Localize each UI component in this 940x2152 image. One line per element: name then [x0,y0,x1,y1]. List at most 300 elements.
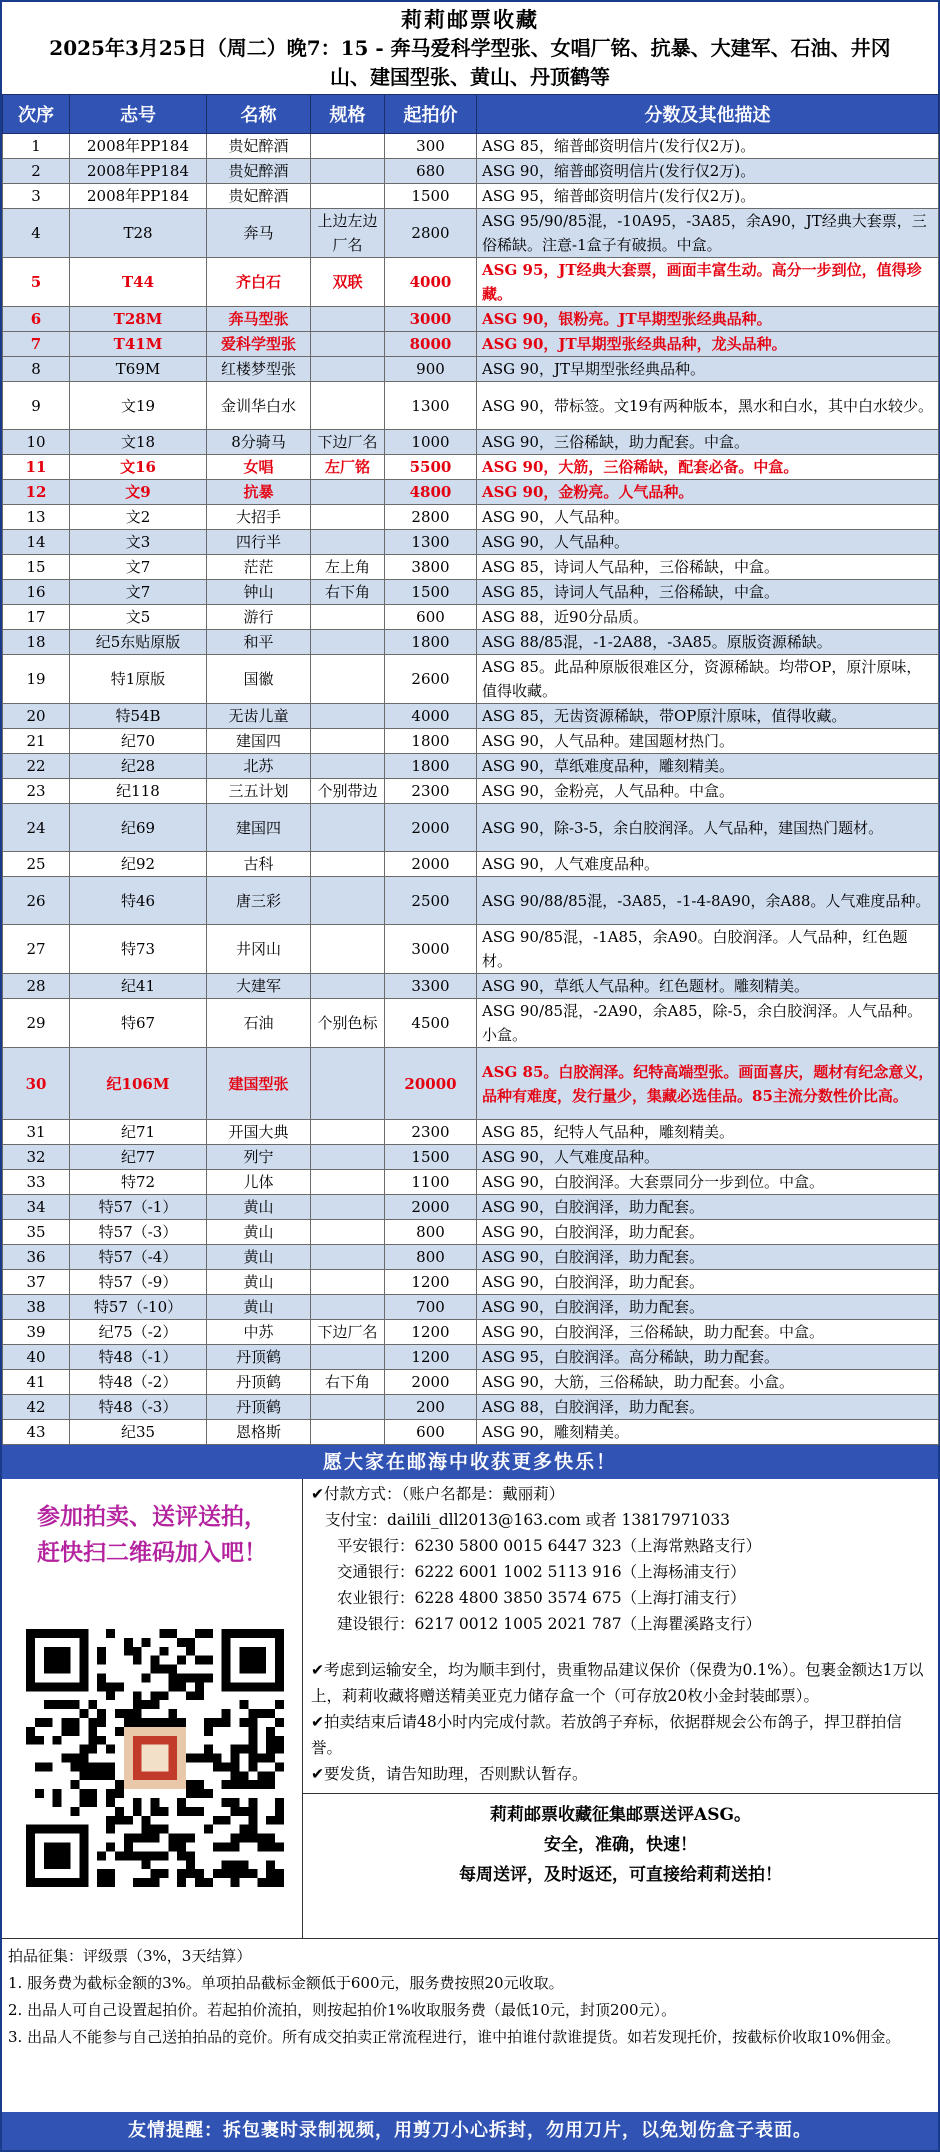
cell-code: 特57（-10） [70,1295,207,1320]
cell-spec [311,925,385,974]
cell-code: 纪70 [70,729,207,754]
table-row [3,382,939,430]
cell-code: 特57（-1） [70,1195,207,1220]
cell-price: 2800 [385,505,477,530]
table-row [3,779,939,804]
cell-no: 27 [3,925,70,974]
cell-no: 3 [3,184,70,209]
cell-desc: ASG 95，白胶润泽。高分稀缺，助力配套。 [477,1345,939,1370]
cell-name: 和平 [207,630,311,655]
cell-price: 3000 [385,925,477,974]
recruit-line3: 每周送评，及时返还，可直接给莉莉送拍！ [459,1865,782,1885]
cell-name: 奔马型张 [207,307,311,332]
cell-name: 建国型张 [207,1048,311,1120]
cell-name: 三五计划 [207,779,311,804]
table-row [3,1370,939,1395]
cell-no: 37 [3,1270,70,1295]
cell-price: 2300 [385,779,477,804]
cell-price: 2600 [385,655,477,704]
cell-price: 5500 [385,455,477,480]
cell-name: 井冈山 [207,925,311,974]
table-row [3,605,939,630]
payment-info [303,1479,938,1637]
cell-code: 文9 [70,480,207,505]
cell-no: 1 [3,134,70,159]
bank-line: 交通银行：6222 6001 1002 5113 916（上海杨浦支行） [337,1563,746,1581]
cell-no: 36 [3,1245,70,1270]
cell-spec: 左上角 [311,555,385,580]
page-subtitle-line2: 山、建国型张、黄山、丹顶鹤等 [330,65,610,89]
cell-desc: ASG 90，白胶润泽，助力配套。 [477,1245,939,1270]
terms-item: 1. 服务费为截标金额的3%。单项拍品截标金额低于600元，服务费按照20元收取。 [8,1974,564,1992]
table-row [3,1420,939,1445]
cell-spec [311,804,385,852]
cell-spec: 双联 [311,258,385,307]
table-row [3,754,939,779]
cell-desc: ASG 90，白胶润泽，助力配套。 [477,1195,939,1220]
cell-spec [311,1345,385,1370]
bank-line: 建设银行：6217 0012 1005 2021 787（上海瞿溪路支行） [337,1615,762,1633]
cell-spec [311,1220,385,1245]
cell-code: 特48（-2） [70,1370,207,1395]
cell-no: 39 [3,1320,70,1345]
cell-name: 齐白石 [207,258,311,307]
auction-table [2,94,939,1445]
cell-spec: 下边厂名 [311,430,385,455]
cell-name: 唐三彩 [207,877,311,925]
cell-no: 4 [3,209,70,258]
cell-price: 3000 [385,307,477,332]
cell-code: 文7 [70,555,207,580]
cell-no: 28 [3,974,70,999]
cell-code: 文7 [70,580,207,605]
cell-code: 特73 [70,925,207,974]
cell-spec [311,1170,385,1195]
cell-code: 纪35 [70,1420,207,1445]
cell-price: 4000 [385,704,477,729]
cell-desc: ASG 90，白胶润泽，助力配套。 [477,1220,939,1245]
table-row [3,630,939,655]
cell-desc: ASG 90，白胶润泽。大套票同分一步到位。中盒。 [477,1170,939,1195]
cell-spec [311,877,385,925]
cell-name: 奔马 [207,209,311,258]
cell-no: 35 [3,1220,70,1245]
cell-no: 5 [3,258,70,307]
cell-code: 文19 [70,382,207,430]
table-row [3,1320,939,1345]
cell-name: 列宁 [207,1145,311,1170]
table-row [3,332,939,357]
cell-name: 大建军 [207,974,311,999]
cell-name: 黄山 [207,1245,311,1270]
cell-price: 1300 [385,530,477,555]
payment-panel [303,1479,938,1938]
cell-price: 3800 [385,555,477,580]
table-row [3,999,939,1048]
cell-no: 41 [3,1370,70,1395]
table-row [3,555,939,580]
cell-spec [311,1270,385,1295]
cell-desc: ASG 90，人气品种。 [477,505,939,530]
info-section [2,1479,938,1939]
bank-line: 农业银行：6228 4800 3850 3574 675（上海打浦支行） [337,1589,746,1607]
cell-no: 14 [3,530,70,555]
cell-desc: ASG 85。此品种原版很难区分，资源稀缺。均带OP，原汁原味，值得收藏。 [477,655,939,704]
table-row [3,209,939,258]
cell-desc: ASG 90，人气品种。建国题材热门。 [477,729,939,754]
cell-price: 1800 [385,630,477,655]
table-row [3,505,939,530]
cell-desc: ASG 90，除-3-5，余白胶润泽。人气品种，建国热门题材。 [477,804,939,852]
cell-no: 25 [3,852,70,877]
cell-price: 1300 [385,382,477,430]
table-row [3,1270,939,1295]
cell-spec: 上边左边厂名 [311,209,385,258]
cell-spec [311,1395,385,1420]
cell-code: 纪92 [70,852,207,877]
cell-desc: ASG 85，纪特人气品种，雕刻精美。 [477,1120,939,1145]
table-row [3,974,939,999]
cell-spec [311,134,385,159]
cell-no: 31 [3,1120,70,1145]
cell-price: 800 [385,1245,477,1270]
col-header-name: 名称 [207,95,311,134]
cell-spec [311,1120,385,1145]
cell-price: 3300 [385,974,477,999]
cell-desc: ASG 90，人气品种。 [477,530,939,555]
cell-no: 2 [3,159,70,184]
recruit-block [303,1793,938,1890]
cell-desc: ASG 90，人气难度品种。 [477,1145,939,1170]
cell-no: 17 [3,605,70,630]
cell-spec [311,1195,385,1220]
cell-no: 38 [3,1295,70,1320]
table-row [3,159,939,184]
cell-no: 29 [3,999,70,1048]
cell-spec [311,754,385,779]
cell-name: 恩格斯 [207,1420,311,1445]
terms-item: 3. 出品人不能参与自己送拍拍品的竞价。所有成交拍卖正常流程进行，谁中拍谁付款谁提货。如若发现托价，按截标价收取10%佣金。 [8,2028,901,2046]
cell-no: 33 [3,1170,70,1195]
cell-code: 纪75（-2） [70,1320,207,1345]
cell-desc: ASG 90，大筋，三俗稀缺，助力配套。小盒。 [477,1370,939,1395]
cell-code: 特48（-1） [70,1345,207,1370]
page-header [2,2,938,94]
qr-code-icon[interactable] [26,1629,284,1887]
cell-spec [311,605,385,630]
table-row [3,530,939,555]
cell-price: 2500 [385,877,477,925]
cell-spec [311,630,385,655]
table-row [3,704,939,729]
cell-no: 32 [3,1145,70,1170]
cell-price: 2000 [385,852,477,877]
cell-price: 1500 [385,184,477,209]
cell-desc: ASG 90，三俗稀缺，助力配套。中盒。 [477,430,939,455]
cell-desc: ASG 90，缩普邮资明信片(发行仅2万)。 [477,159,939,184]
cell-desc: ASG 90，白胶润泽，助力配套。 [477,1270,939,1295]
cell-code: 纪118 [70,779,207,804]
cell-name: 丹顶鹤 [207,1370,311,1395]
promo-text [2,1499,302,1571]
cell-desc: ASG 90，白胶润泽，助力配套。 [477,1295,939,1320]
cell-code: 特67 [70,999,207,1048]
table-row [3,1345,939,1370]
cell-no: 18 [3,630,70,655]
cell-name: 黄山 [207,1270,311,1295]
cell-spec: 右下角 [311,580,385,605]
cell-name: 爱科学型张 [207,332,311,357]
cell-code: 纪5东贴原版 [70,630,207,655]
cell-name: 茫茫 [207,555,311,580]
cell-code: 特57（-3） [70,1220,207,1245]
cell-code: 文5 [70,605,207,630]
cell-no: 26 [3,877,70,925]
cell-name: 游行 [207,605,311,630]
cell-no: 15 [3,555,70,580]
table-row [3,1048,939,1120]
cell-code: 文16 [70,455,207,480]
table-header-row [3,95,939,134]
cell-desc: ASG 90，金粉亮。人气品种。 [477,480,939,505]
cell-no: 19 [3,655,70,704]
cell-no: 13 [3,505,70,530]
cell-spec: 下边厂名 [311,1320,385,1345]
cell-price: 200 [385,1395,477,1420]
cell-code: T44 [70,258,207,307]
cell-code: 特1原版 [70,655,207,704]
cell-spec [311,1145,385,1170]
wish-banner: 愿大家在邮海中收获更多快乐！ [2,1445,938,1479]
promo-line1: 参加拍卖、送评送拍， [37,1503,267,1530]
col-header-spec: 规格 [311,95,385,134]
cell-code: T28M [70,307,207,332]
cell-name: 石油 [207,999,311,1048]
cell-no: 11 [3,455,70,480]
table-row [3,134,939,159]
cell-spec [311,332,385,357]
cell-price: 1500 [385,1145,477,1170]
cell-price: 2300 [385,1120,477,1145]
cell-price: 20000 [385,1048,477,1120]
cell-desc: ASG 90，JT早期型张经典品种。 [477,357,939,382]
cell-no: 8 [3,357,70,382]
cell-spec [311,1295,385,1320]
cell-price: 1100 [385,1170,477,1195]
cell-name: 丹顶鹤 [207,1345,311,1370]
cell-code: 特46 [70,877,207,925]
promo-line2: 赶快扫二维码加入吧！ [37,1539,267,1566]
cell-no: 23 [3,779,70,804]
cell-desc: ASG 90，金粉亮，人气品种。中盒。 [477,779,939,804]
cell-spec [311,505,385,530]
note-item: ✔考虑到运输安全，均为顺丰到付，贵重物品建议保价（保费为0.1%）。包裹金额达1万以上，莉莉收藏将赠送精美亚克力储存盒一个（可存放20枚小金封装邮票）。 [311,1661,924,1705]
cell-name: 黄山 [207,1195,311,1220]
terms-item: 2. 出品人可自己设置起拍价。若起拍价流拍，则按起拍价1%收取服务费（最低10元，封顶200元）。 [8,2001,677,2019]
shipping-notes [303,1657,938,1787]
table-row [3,925,939,974]
cell-name: 红楼梦型张 [207,357,311,382]
cell-price: 1000 [385,430,477,455]
cell-desc: ASG 90，草纸人气品种。红色题材。雕刻精美。 [477,974,939,999]
cell-price: 1200 [385,1320,477,1345]
cell-name: 开国大典 [207,1120,311,1145]
col-header-code: 志号 [70,95,207,134]
cell-name: 抗暴 [207,480,311,505]
cell-spec: 左厂铭 [311,455,385,480]
cell-name: 贵妃醉酒 [207,184,311,209]
cell-name: 建国四 [207,729,311,754]
col-header-price: 起拍价 [385,95,477,134]
cell-price: 300 [385,134,477,159]
cell-spec [311,357,385,382]
cell-name: 儿体 [207,1170,311,1195]
cell-name: 大招手 [207,505,311,530]
cell-no: 12 [3,480,70,505]
cell-spec [311,852,385,877]
cell-spec [311,704,385,729]
reminder-banner: 友情提醒：拆包裹时录制视频，用剪刀小心拆封，勿用刀片，以免划伤盒子表面。 [2,2112,938,2150]
table-row [3,1220,939,1245]
cell-code: 纪69 [70,804,207,852]
cell-no: 40 [3,1345,70,1370]
col-header-no: 次序 [3,95,70,134]
cell-spec [311,382,385,430]
cell-code: 特54B [70,704,207,729]
table-row [3,1195,939,1220]
cell-no: 10 [3,430,70,455]
cell-price: 2000 [385,1370,477,1395]
table-row [3,480,939,505]
cell-name: 古科 [207,852,311,877]
table-row [3,580,939,605]
cell-code: T41M [70,332,207,357]
col-header-desc: 分数及其他描述 [477,95,939,134]
cell-code: 纪77 [70,1145,207,1170]
cell-no: 43 [3,1420,70,1445]
recruit-line2: 安全，准确，快速！ [544,1835,697,1855]
cell-price: 2000 [385,804,477,852]
cell-no: 9 [3,382,70,430]
table-row [3,1120,939,1145]
cell-price: 1800 [385,729,477,754]
cell-name: 国徽 [207,655,311,704]
table-row [3,1170,939,1195]
cell-spec [311,1245,385,1270]
table-row [3,1145,939,1170]
cell-price: 4800 [385,480,477,505]
cell-no: 30 [3,1048,70,1120]
table-row [3,1395,939,1420]
cell-desc: ASG 88，近90分品质。 [477,605,939,630]
cell-code: 纪106M [70,1048,207,1120]
note-item: ✔要发货，请告知助理，否则默认暂存。 [311,1765,588,1783]
cell-desc: ASG 90，JT早期型张经典品种，龙头品种。 [477,332,939,357]
page-subtitle-line1: 2025年3月25日（周二）晚7：15 - 奔马爱科学型张、女唱厂铭、抗暴、大建军、石油、井冈 [49,36,891,60]
cell-name: 丹顶鹤 [207,1395,311,1420]
cell-spec [311,184,385,209]
cell-name: 贵妃醉酒 [207,159,311,184]
cell-code: T69M [70,357,207,382]
cell-code: 2008年PP184 [70,184,207,209]
cell-price: 800 [385,1220,477,1245]
payment-header: ✔付款方式：（账户名都是：戴丽莉） [311,1485,565,1503]
cell-desc: ASG 88/85混，-1-2A88，-3A85。原版资源稀缺。 [477,630,939,655]
cell-desc: ASG 85。白胶润泽。纪特高端型张。画面喜庆，题材有纪念意义，品种有难度，发行量少，集藏必选佳品。85主流分数性价比高。 [477,1048,939,1120]
page-title: 莉莉邮票收藏 [401,7,539,32]
recruit-line1: 莉莉邮票收藏征集邮票送评ASG。 [490,1805,751,1825]
cell-no: 42 [3,1395,70,1420]
table-row [3,1245,939,1270]
cell-code: 纪41 [70,974,207,999]
cell-name: 钟山 [207,580,311,605]
cell-spec [311,655,385,704]
terms-section [2,1939,938,2051]
cell-name: 黄山 [207,1295,311,1320]
table-row [3,729,939,754]
cell-desc: ASG 90，雕刻精美。 [477,1420,939,1445]
cell-code: 特48（-3） [70,1395,207,1420]
cell-price: 600 [385,1420,477,1445]
cell-desc: ASG 90，带标签。文19有两种版本，黑水和白水，其中白水较少。 [477,382,939,430]
cell-desc: ASG 90，人气难度品种。 [477,852,939,877]
table-row [3,455,939,480]
cell-no: 24 [3,804,70,852]
cell-no: 6 [3,307,70,332]
cell-spec [311,974,385,999]
table-row [3,307,939,332]
cell-name: 贵妃醉酒 [207,134,311,159]
cell-spec [311,1048,385,1120]
cell-no: 20 [3,704,70,729]
cell-name: 中苏 [207,1320,311,1345]
cell-desc: ASG 90，银粉亮。JT早期型张经典品种。 [477,307,939,332]
cell-spec [311,729,385,754]
cell-desc: ASG 90，草纸难度品种，雕刻精美。 [477,754,939,779]
cell-spec [311,307,385,332]
table-row [3,357,939,382]
cell-price: 1800 [385,754,477,779]
cell-desc: ASG 90/85混，-2A90，余A85，除-5，余白胶润泽。人气品种。小盒。 [477,999,939,1048]
cell-desc: ASG 95/90/85混，-10A95，-3A85，余A90，JT经典大套票，三俗稀缺。注意-1盒子有破损。中盒。 [477,209,939,258]
cell-name: 金训华白水 [207,382,311,430]
cell-no: 22 [3,754,70,779]
cell-no: 34 [3,1195,70,1220]
cell-price: 680 [385,159,477,184]
cell-no: 7 [3,332,70,357]
cell-spec: 个别带边 [311,779,385,804]
table-row [3,184,939,209]
cell-spec [311,1420,385,1445]
cell-price: 4000 [385,258,477,307]
cell-price: 4500 [385,999,477,1048]
table-row [3,804,939,852]
cell-price: 900 [385,357,477,382]
note-item: ✔拍卖结束后请48小时内完成付款。若放鸽子弃标，依据群规会公布鸽子，捍卫群拍信誉。 [311,1713,902,1757]
cell-name: 建国四 [207,804,311,852]
cell-desc: ASG 90，大筋，三俗稀缺，配套必备。中盒。 [477,455,939,480]
cell-spec: 个别色标 [311,999,385,1048]
promo-panel [2,1479,303,1938]
cell-spec: 右下角 [311,1370,385,1395]
cell-desc: ASG 85，缩普邮资明信片(发行仅2万)。 [477,134,939,159]
cell-desc: ASG 85，无齿资源稀缺，带OP原汁原味，值得收藏。 [477,704,939,729]
cell-code: T28 [70,209,207,258]
cell-desc: ASG 95，缩普邮资明信片(发行仅2万)。 [477,184,939,209]
cell-spec [311,480,385,505]
cell-name: 无齿儿童 [207,704,311,729]
cell-code: 纪28 [70,754,207,779]
